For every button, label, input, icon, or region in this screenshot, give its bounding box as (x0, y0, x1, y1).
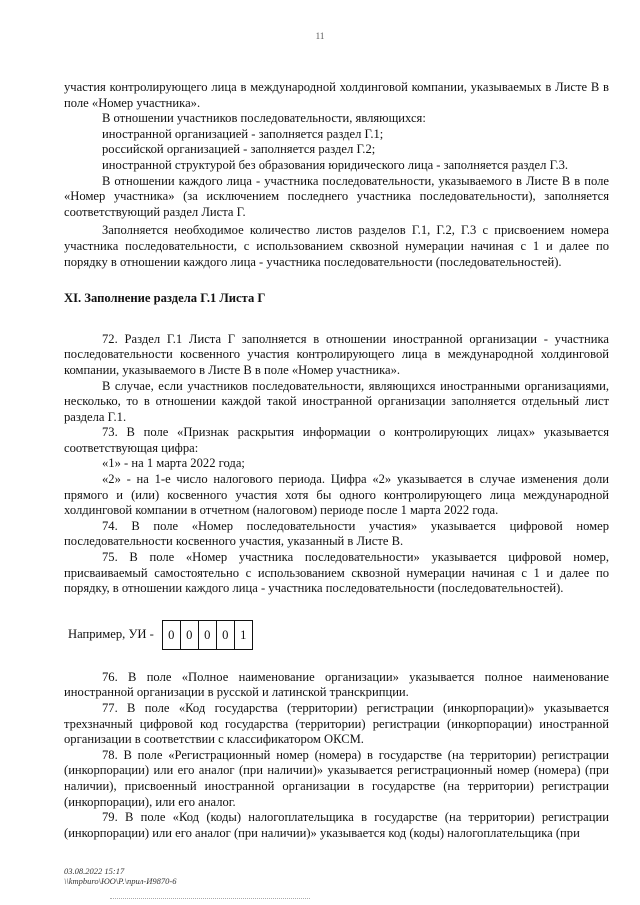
divider (110, 898, 310, 900)
paragraph: 78. В поле «Регистрационный номер (номера) в государстве (на территории) регистрации (инкорпорации) или его аналог (при наличии)» указывается регистрационный номер (номера) (при наличии), присвоенный иностранной организации в государстве (на территории) регистрации (инкорпорации), или его аналог. (64, 747, 609, 809)
paragraph: иностранной организацией - заполняется раздел Г.1; (102, 126, 384, 141)
paragraph: В случае, если участников последовательности, являющихся иностранными организациями, несколько, то в отношении каждой такой иностранной организации заполняется отдельный лист раздела Г.1. (64, 378, 609, 424)
id-digit-cell: 1 (240, 627, 247, 642)
paragraph: российской организацией - заполняется раздел Г.2; (102, 142, 376, 157)
example-label: Например, УИ - (68, 627, 154, 642)
id-digit-cell: 0 (217, 621, 235, 649)
paragraph: 74. В поле «Номер последовательности участия» указывается цифровой номер последовательности косвенного участия, указанный в Листе В. (64, 518, 609, 549)
section-title: XI. Заполнение раздела Г.1 Листа Г (64, 291, 266, 306)
paragraph: 72. Раздел Г.1 Листа Г заполняется в отношении иностранной организации - участника последовательности косвенного участия контролирующего лица в международной холдинговой компании, указываемого в Листе В в поле «Номер участника». (64, 331, 609, 377)
file-stamp (64, 866, 176, 886)
id-digit-cell: 0 (181, 621, 199, 649)
stamp-date: 03.08.2022 15:17 (64, 866, 125, 876)
paragraph: В отношении каждого лица - участника последовательности, указываемого в Листе В в поле «Номер участника» (за исключением последнего участника последовательности), заполняется соответствующий раздел Листа Г. (64, 173, 609, 219)
id-digit-cell: 0 (163, 621, 181, 649)
paragraph: 75. В поле «Номер участника последовательности» указывается цифровой номер, присваиваемый самостоятельно с использованием сквозной нумерации начиная с 1 и далее по порядку, в отношении каждого лица - участника последовательности (последовательностей). (64, 550, 609, 596)
paragraph: 73. В поле «Признак раскрытия информации о контролирующих лицах» указывается соответствующая цифра: (64, 425, 609, 455)
id-box (162, 620, 253, 650)
paragraph: «1» - на 1 марта 2022 года; (102, 456, 245, 471)
document-body (64, 80, 609, 841)
example-block (68, 620, 609, 650)
paragraph: Заполняется необходимое количество листов разделов Г.1, Г.2, Г.3 с присвоением номера участника последовательности, с использованием сквозной нумерации начиная с 1 и далее по порядку в отношении каждого лица - участника последовательности (последовательностей). (64, 223, 609, 269)
paragraph: «2» - на 1-е число налогового периода. Цифра «2» указывается в случае изменения доли прямого и (или) косвенного участия хотя бы одного контролирующего лица международной холдинговой компании в отчетном (налоговом) периоде после 1 марта 2022 года. (64, 472, 609, 518)
paragraph: иностранной структурой без образования юридического лица - заполняется раздел Г.3. (102, 157, 569, 172)
page-number: 11 (315, 31, 325, 41)
id-digit-cell: 0 (199, 621, 217, 649)
paragraph: участия контролирующего лица в международной холдинговой компании, указываемых в Листе В в поле «Номер участника». (64, 80, 609, 110)
stamp-path: \\kmpburo\ЮО\Р.\прил-И9870-6 (64, 876, 177, 886)
paragraph: В отношении участников последовательности, являющихся: (102, 111, 426, 126)
paragraph: 77. В поле «Код государства (территории) регистрации (инкорпорации)» указывается трехзначный цифровой код государства (территории) регистрации (инкорпорации) иностранной организации в соответствии с классификатором ОКСМ. (64, 701, 609, 747)
paragraph: 76. В поле «Полное наименование организации» указывается полное наименование иностранной организации в русской и латинской транскрипции. (64, 669, 609, 700)
paragraph: 79. В поле «Код (коды) налогоплательщика в государстве (на территории) регистрации (инкорпорации) или его аналог (при наличии)» указывается код (коды) налогоплательщика (при (64, 810, 609, 840)
